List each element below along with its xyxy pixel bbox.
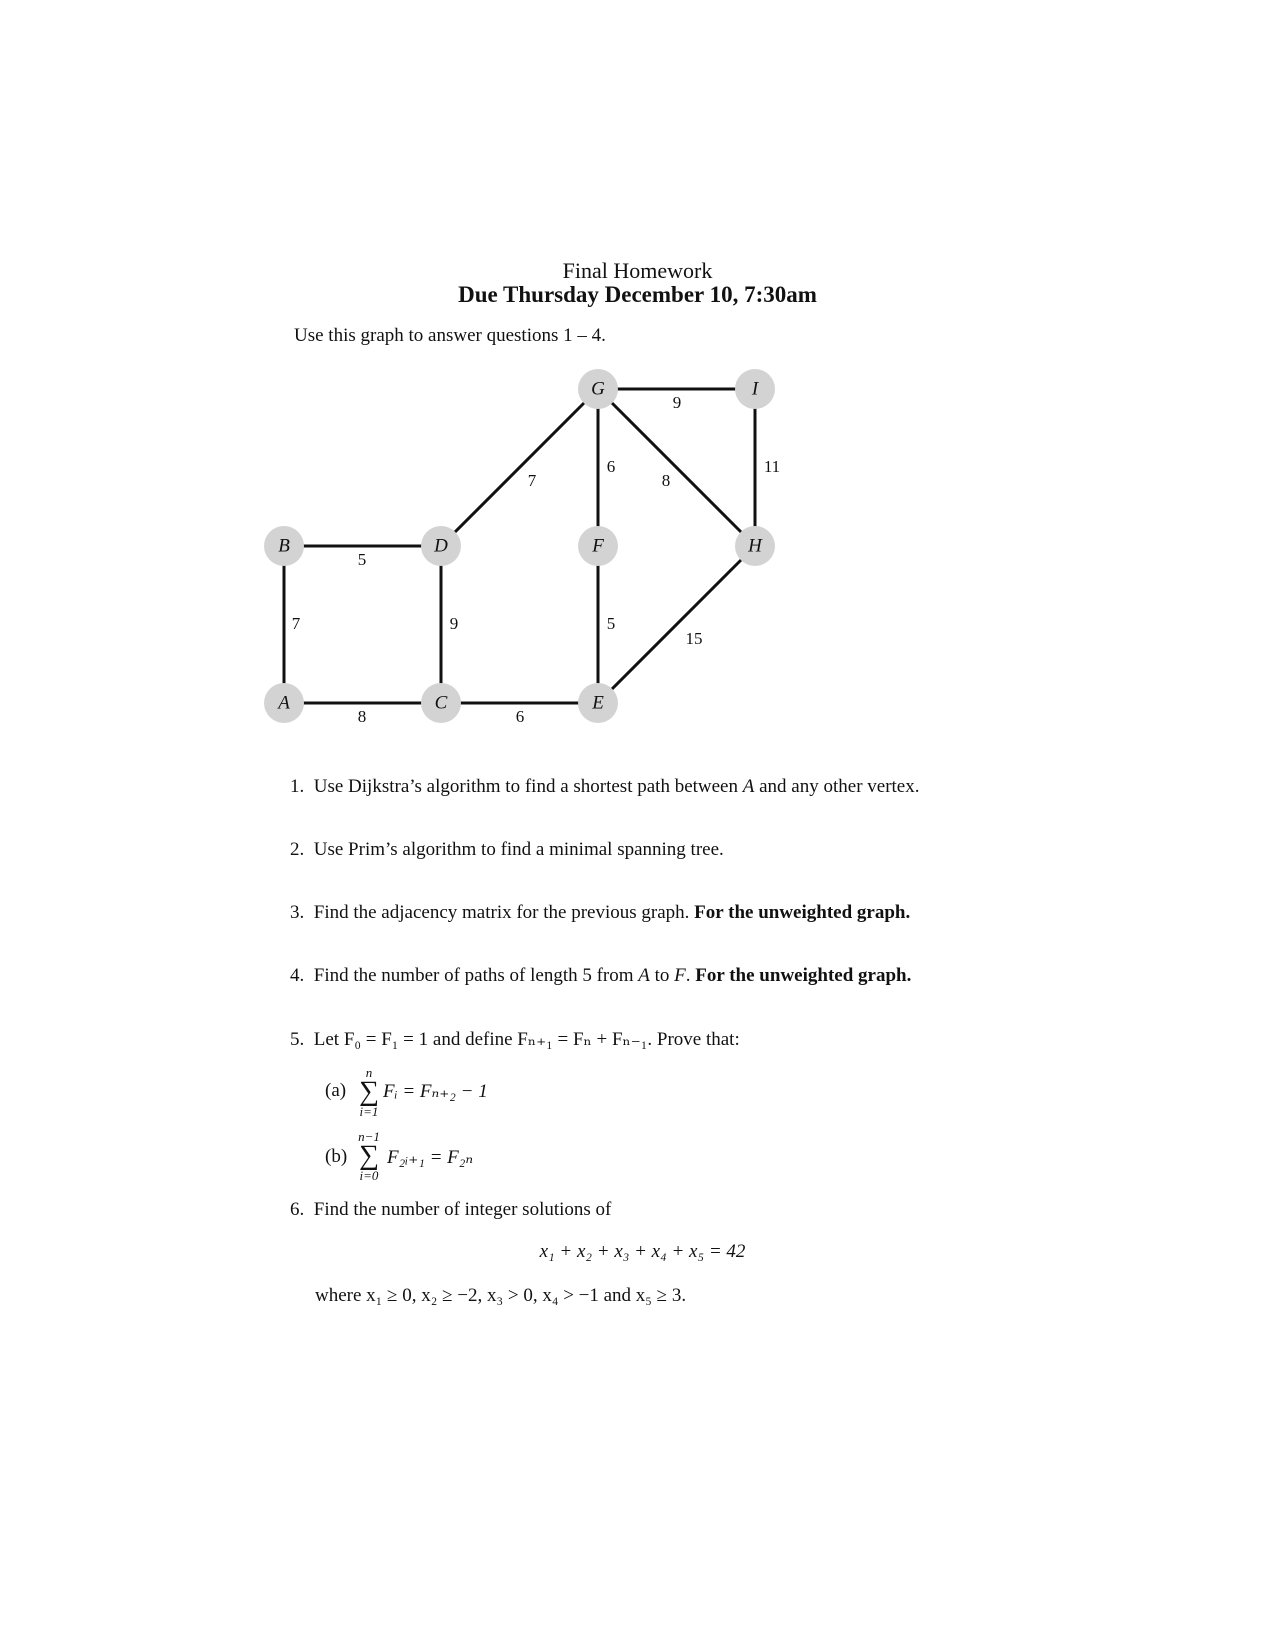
question-6-equation-wrap [0,1241,1275,1263]
question-1-text-post: and any other vertex. [754,776,920,797]
question-4-bold: For the unweighted graph. [695,965,912,986]
question-6-equation [540,1241,746,1263]
question-3-text: Find the adjacency matrix for the previous graph. [313,902,690,923]
question-5a-lower: i=1 [359,1104,379,1119]
question-6 [290,1199,611,1221]
node-label-E: E [592,692,604,714]
due-date: Due Thursday December 10, 7:30am [458,282,817,307]
question-1-var: A [742,776,755,797]
edge-H-E [598,546,755,703]
question-4-text-post: . [685,965,691,986]
node-label-G: G [591,378,605,400]
node-label-A: A [278,692,290,714]
question-4 [290,965,911,987]
node-label-C: C [434,692,448,714]
question-4-var-2: F [674,965,686,986]
graph-edges [284,389,755,703]
question-2 [290,839,724,861]
question-5b-label: (b) [325,1146,348,1167]
question-2-number: 2. [290,839,305,860]
question-5-number: 5. [290,1029,305,1050]
edge-weight-G-I: 9 [672,392,682,412]
node-label-D: D [434,535,448,557]
question-4-number: 4. [290,965,305,986]
question-5a-sum [352,1066,386,1118]
edge-weight-B-A: 7 [291,613,301,633]
edge-weight-I-H: 11 [763,456,781,476]
edge-weight-F-E: 5 [606,613,616,633]
question-5b-upper: n−1 [358,1129,380,1144]
question-1-text-pre: Use Dijkstra’s algorithm to find a shortest path between [313,776,743,797]
question-5b-lower: i=0 [359,1168,379,1183]
question-5b-expr-text: F₂ᵢ₊₁ = F₂ₙ [387,1147,474,1168]
graph-diagram [0,0,1275,760]
edge-weight-H-E: 15 [685,628,703,648]
edge-G-H [598,389,755,546]
question-2-text: Use Prim’s algorithm to find a minimal spanning tree. [313,839,724,860]
intro-text: Use this graph to answer questions 1 – 4. [294,325,606,346]
question-4-text-pre: Find the number of paths of length 5 from [313,965,639,986]
question-4-var-1: A [638,965,650,986]
question-6-constraints: where x₁ ≥ 0, x₂ ≥ −2, x₃ > 0, x₄ > −1 and x₅ ≥ 3. [315,1285,687,1306]
question-6-number: 6. [290,1199,305,1220]
question-5 [290,1028,740,1051]
question-6-equation-text: x₁ + x₂ + x₃ + x₄ + x₅ = 42 [539,1241,746,1262]
question-5b-sum [352,1130,386,1182]
question-6-text: Find the number of integer solutions of [313,1199,612,1220]
edge-weight-G-F: 6 [606,456,616,476]
question-1-number: 1. [290,776,305,797]
question-4-text-mid: to [649,965,675,986]
question-5a-expr-text: Fᵢ = Fₙ₊₂ − 1 [383,1081,488,1102]
graph-edge-weights [292,393,780,726]
question-5a-label: (a) [325,1080,347,1101]
question-1 [290,776,920,798]
question-5-text: Let F₀ = F₁ = 1 and define Fₙ₊₁ = Fₙ + Fₙ₋₁. Prove that: [313,1029,740,1050]
node-label-H: H [748,535,762,557]
edge-G-D [441,389,598,546]
edge-weight-C-E: 6 [515,706,525,726]
question-3-number: 3. [290,902,305,923]
question-5a-expression [383,1080,488,1103]
question-3-bold: For the unweighted graph. [694,902,911,923]
question-5b-expression [387,1146,473,1169]
page-title: Final Homework [562,258,713,283]
edge-weight-G-H: 8 [661,470,671,490]
node-label-F: F [592,535,604,557]
node-label-I: I [751,378,759,400]
sigma-icon: ∑ [359,1076,379,1107]
edge-weight-B-D: 5 [357,549,367,569]
edge-weight-G-D: 7 [527,470,537,490]
node-label-B: B [278,535,290,557]
sigma-icon: ∑ [359,1140,379,1171]
question-5a-upper: n [365,1065,373,1080]
edge-weight-A-C: 8 [357,706,367,726]
edge-weight-D-C: 9 [449,613,459,633]
question-3 [290,902,910,924]
